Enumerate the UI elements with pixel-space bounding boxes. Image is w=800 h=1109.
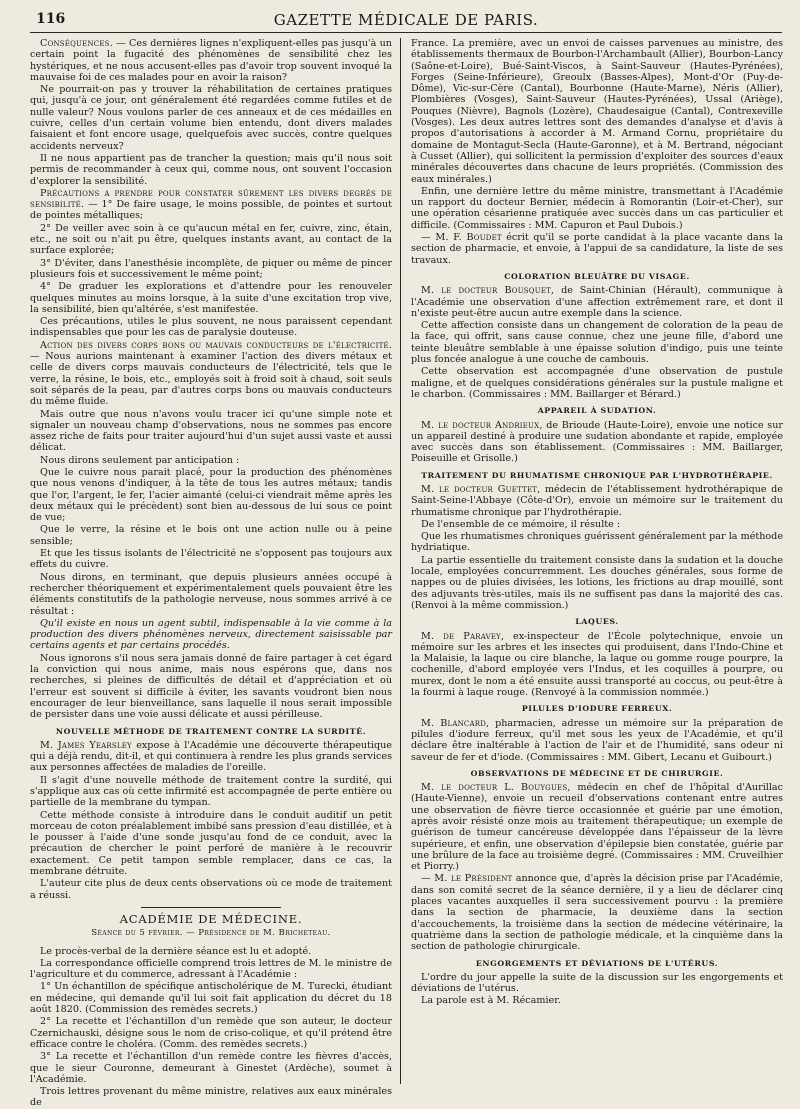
section-heading: TRAITEMENT DU RHUMATISME CHRONIQUE PAR L'HYDROTHÉRAPIE.	[421, 470, 773, 480]
paragraph: La correspondance officielle comprend trois lettres de M. le ministre de l'agriculture et du commerce, adressant à l'Académie :	[30, 957, 392, 981]
paragraph-text: de Saint-Chinian (Hérault), communique à l'Académie une observation d'une affection extrêmement rare, et dont il n'existe peut-être aucun autre exemple dans la science.	[411, 285, 783, 319]
paragraph: De l'ensemble de ce mémoire, il résulte :	[421, 518, 621, 530]
left-column	[30, 38, 392, 1109]
paragraph-text: — 1° De faire usage, le moins possible, de pointes et surtout de pointes métalliques;	[30, 199, 392, 222]
paragraph	[30, 38, 392, 83]
paragraph: Enfin, une dernière lettre du même ministre, transmettant à l'Académie un rapport du docteur Bernier, médecin à Romorantin (Loir-et-Cher), sur une opération césarienne pratiquée avec succès dans un cas particulier et difficile. (Commissaires : MM. Capuron et Paul Dubois.)	[411, 185, 783, 231]
paragraph	[30, 618, 392, 652]
paragraph	[411, 718, 783, 763]
section-rule	[141, 907, 281, 908]
inline-heading: Conséquences.	[40, 38, 113, 49]
paragraph: 2° La recette et l'échantillon d'un remède que son auteur, le docteur Czernichauski, désigne sous le nom de criso-colique, et qu'il prétend être efficace contre le choléra. (Comm. des remèdes secrets.)	[30, 1016, 392, 1050]
paragraph-text: ex-inspecteur de l'École polytechnique, envoie un mémoire sur les arbres et les insectes qui produisent, dans l'Indo-Chine et la Malaisie, la laque ou cire blanche, la laque ou gomme rouge pourpre, la cochenille, d'abord employée vers l'Indus, et les coquilles à pourpre, ou murex, dont le nom a été ensuite aussi transporté au coccus, ou peut-être à la fourmi à laque rouge. (Renvoyé à la commission nommée.)	[411, 630, 783, 699]
paragraph-text: — Ces dernières lignes n'expliquent-elles pas jusqu'à un certain point la fugacité des phénomènes de sensibilité chez les hystériques, et ne nous accusent-elles pas d'avoir trop souvent invoqué la mauvaise foi de ces malades pour en avoir la raison?	[30, 38, 392, 83]
paragraph: 4° De graduer les explorations et d'attendre pour les renouveler quelques minutes au moins lorsque, à la suite d'une excitation trop vive, la sensibilité, bien qu'altérée, s'est manifestée.	[30, 281, 392, 315]
paragraph	[411, 420, 783, 465]
paragraph	[411, 484, 783, 518]
paragraph	[411, 873, 783, 952]
paragraph: Ne pourrait-on pas y trouver la réhabilitation de certaines pratiques qui, jusqu'à ce jour, ont généralement été regardées comme futiles et de nulle valeur? Nous voulons parler de ces anneaux et de ces médailles en cuivre, celles d'un certain volume bien entendu, dont divers malades faisaient et font encore usage, quelquefois avec succès, contre quelques accidents nerveux?	[30, 84, 392, 152]
paragraph	[411, 285, 783, 319]
paragraph-text: de Brioude (Haute-Loire), envoie une notice sur un appareil destiné à produire une sudation abondante et rapide, employée avec succès dans son établissement. (Commissaires : MM. Baillarger, Poiseuille et Grisolle.)	[411, 419, 783, 465]
paragraph: Cette méthode consiste à introduire dans le conduit auditif un petit morceau de coton préalablement imbibé sans pression d'eau distillée, et à le pousser à l'aide d'une sonde jusqu'au fond de ce conduit, avec la précaution de chercher le point perforé de manière à le recouvrir exactement. Ce petit tampon semble remplacer, dans ce cas, la membrane détruite.	[30, 809, 392, 878]
paragraph: Cette observation est accompagnée d'une observation de pustule maligne, et de quelques considérations générales sur la pustule maligne et le charbon. (Commissaires : MM. Baillarger et Bérard.)	[411, 366, 783, 400]
column-divider	[400, 38, 401, 1084]
section-heading: APPAREIL À SUDATION.	[537, 406, 657, 416]
paragraph: Cette affection consiste dans un changement de coloration de la peau de la face, qui offrit, sans cause connue, chez une jeune fille, d'abord une teinte bleuâtre semblable à une épaisse solution d'indigo, puis une teinte plus foncée analogue à une couche de cambouis.	[411, 320, 783, 366]
paragraph: Que les rhumatismes chroniques guérissent généralement par la méthode hydriatique.	[411, 531, 783, 554]
italic-statement: Qu'il existe en nous un agent subtil, indispensable à la vie comme à la production des divers phénomènes nerveux, directement saisissable par certains agents et par certains procédés.	[30, 617, 392, 652]
paragraph-text: pharmacien, adresse un mémoire sur la préparation de pilules d'iodure ferreux, qu'il met sous les yeux de l'Académie, et qu'il déclare être inaltérable à l'action de l'air et de l'humidité, sans odeur ni saveur de fer et d'iode. (Commissaires : MM. Gibert, Lecanu et Guibourt.)	[411, 717, 783, 763]
journal-title: GAZETTE MÉDICALE DE PARIS.	[273, 11, 539, 29]
author-name: M. James Yearsley	[40, 739, 132, 751]
author-name: M. de Paravey,	[421, 630, 505, 642]
section-heading: PILULES D'IODURE FERREUX.	[521, 704, 673, 714]
paragraph: La parole est à M. Récamier.	[421, 995, 561, 1007]
paragraph: Il s'agit d'une nouvelle méthode de traitement contre la surdité, qui s'applique aux cas où cette infirmité est accompagnée de perte entière ou partielle de la membrane du tympan.	[30, 774, 392, 809]
paragraph: Nous dirons, en terminant, que depuis plusieurs années occupé à rechercher théoriquement et expérimentalement quels pouvaient être les éléments constitutifs de la pathologie nerveuse, nous sommes arrivé à ce résultat :	[30, 571, 392, 617]
paragraph: L'auteur cite plus de deux cents observations où ce mode de traitement a réussi.	[30, 878, 392, 901]
inline-heading: Précautions a prendre pour constater sûrement les divers degrés de sensibilité.	[30, 187, 392, 211]
paragraph: Que le verre, la résine et le bois ont une action nulle ou à peine sensible;	[30, 524, 392, 547]
paragraph-text: expose à l'Académie une découverte thérapeutique qui a déjà rendu, dit-il, et qui continuera à rendre les plus grands services aux personnes affectées de maladies de l'oreille.	[30, 739, 392, 774]
section-heading: OBSERVATIONS DE MÉDECINE ET DE CHIRURGIE.	[470, 768, 724, 778]
author-name: M. le docteur Guettet,	[421, 483, 541, 495]
paragraph: 3° La recette et l'échantillon d'un remède contre les fièvres d'accès, que le sieur Couronne, demeurant à Ginestet (Ardèche), soumet à l'Académie.	[30, 1051, 392, 1085]
right-column	[411, 38, 783, 1084]
paragraph	[30, 188, 392, 222]
author-name: — M. F. Boudet	[421, 232, 502, 244]
paragraph-text: annonce que, d'après la décision prise par l'Académie, dans son comité secret de la séance dernière, il y a lieu de déclarer cinq places vacantes auxquelles il sera successivement pourvu : la première dans la section de pharmacie, la deuxième dans la section d'accouchements, la troisième dans la section de médecine vétérinaire, la quatrième dans la section de pathologie médicale, et la cinquième dans la section de pathologie chirurgicale.	[411, 873, 783, 953]
paragraph-text: médecin en chef de l'hôpital d'Aurillac (Haute-Vienne), envoie un recueil d'observations contenant entre autres une observation de fièvre tierce occasionnée et guérie par une émotion, après avoir résisté onze mois au traitement thérapeutique; un exemple de guérison de tumeur cancéreuse développée dans l'épaisseur de la lèvre supérieure, et enfin, une observation d'épilepsie bien constatée, guérie par une brûlure de la face au troisième degré. (Commissaires : MM. Cruveilhier et Piorry.)	[411, 782, 783, 873]
paragraph	[411, 631, 783, 699]
paragraph	[411, 782, 783, 872]
author-name: M. Blancard,	[421, 717, 490, 729]
section-heading: NOUVELLE MÉTHODE DE TRAITEMENT CONTRE LA SURDITÉ.	[55, 726, 367, 736]
paragraph: Que le cuivre nous parait placé, pour la production des phénomènes que nous venons d'indiquer, à la tête de tous les autres métaux; tandis que l'or, l'argent, le fer, l'acier aimanté (celui-ci viendrait même après les deux métaux qui le précèdent) sont bien au-dessous de lui sous ce point de vue;	[30, 466, 392, 524]
session-heading: Séance du 5 février. — Présidence de M. Bricheteau.	[91, 928, 331, 939]
academy-heading: ACADÉMIE DE MÉDECINE.	[119, 911, 303, 926]
paragraph	[411, 232, 783, 266]
paragraph: Trois lettres provenant du même ministre, relatives aux eaux minérales de	[30, 1086, 392, 1109]
author-name: — M. le Président	[421, 873, 513, 885]
paragraph: Le procès-verbal de la dernière séance est lu et adopté.	[40, 945, 312, 957]
author-name: M. le docteur Andrieux,	[421, 419, 543, 431]
section-heading: COLORATION BLEUÂTRE DU VISAGE.	[504, 271, 690, 281]
page-number: 116	[36, 11, 66, 27]
section-heading: ENGORGEMENTS ET DÉVIATIONS DE L'UTÉRUS.	[475, 958, 719, 968]
paragraph: 1° Un échantillon de spécifique antischolérique de M. Turecki, étudiant en médecine, qui demande qu'il lui soit fait application du décret du 18 août 1820. (Commission des remèdes secrets.)	[30, 981, 392, 1016]
inline-heading: Action des divers corps bons ou mauvais conducteurs de l'électricité.	[40, 339, 392, 351]
paragraph-text: écrit qu'il se porte candidat à la place vacante dans la section de pharmacie, et envoie, à l'appui de sa candidature, la liste de ses travaux.	[411, 232, 783, 266]
paragraph: Nous ignorons s'il nous sera jamais donné de faire partager à cet égard la conviction qui nous anime, mais nous espérons que, dans nos recherches, si pleines de difficultés de détail et d'appréciation et où l'erreur est souvent si difficile à éviter, les savants voudront bien nous encourager de leur bienveillance, sans laquelle il nous serait impossible de persister dans une voie aussi délicate et aussi périlleuse.	[30, 652, 392, 721]
page-header	[30, 8, 782, 33]
paragraph: Mais outre que nous n'avons voulu tracer ici qu'une simple note et signaler un nouveau champ d'observations, nous ne sommes pas encore assez riche de faits pour traiter aujourd'hui d'un sujet aussi vaste et aussi délicat.	[30, 408, 392, 454]
paragraph: Et que les tissus isolants de l'électricité ne s'opposent pas toujours aux effets du cuivre.	[30, 548, 392, 571]
author-name: M. le docteur Bousquet,	[421, 285, 555, 297]
paragraph: Il ne nous appartient pas de trancher la question; mais qu'il nous soit permis de recommander à ceux qui, comme nous, ont souvent l'occasion d'explorer la sensibilité.	[30, 152, 392, 187]
paragraph: 3° D'éviter, dans l'anesthésie incomplète, de piquer ou même de pincer plusieurs fois et successivement le même point;	[30, 257, 392, 280]
paragraph-text: médecin de l'établissement hydrothérapique de Saint-Seine-l'Abbaye (Côte-d'Or), envoie un mémoire sur le traitement du rhumatisme chronique par l'hydrothérapie.	[411, 483, 783, 518]
paragraph: France. La première, avec un envoi de caisses parvenues au ministre, des établissements thermaux de Bourbon-l'Archambault (Allier), Bourbon-Lancy (Saône-et-Loire), Bué-Saint-Viscos, à Saint-Sauveur (Hautes-Pyrénées), Forges (Seine-Inférieure), Greoulx (Basses-Alpes), Mont-d'Or (Puy-de-Dôme), Vic-sur-Cère (Cantal), Bourbonne (Haute-Marne), Néris (Allier), Plombières (Vosges), Saint-Sauveur (Hautes-Pyrénées), Ussal (Ariège), Pouques (Nièvre), Bagnols (Lozère), Chaudesaigue (Cantal), Contrexeville (Vosges). Les deux autres lettres sont des demandes d'analyse et d'avis à propos d'autorisations à accorder à M. Armand Cornu, propriétaire du domaine de Montagut-Secla (Haute-Garonne), et à M. Bertrand, négociant à Cusset (Allier), qui sollicitent la permission d'exploiter des sources d'eaux minérales découvertes dans chacune de leurs propriétés. (Commission des eaux minérales.)	[411, 38, 783, 185]
section-heading: LAQUES.	[575, 617, 619, 627]
paragraph-text: — Nous aurions maintenant à examiner l'action des divers métaux et celle de divers corps mauvais conducteurs de l'électricité, tels que le verre, la résine, le bois, etc., employés soit à froid soit à chaud, soit seuls soit séparés de la peau, par d'autres corps bons ou mauvais conducteurs du même fluide.	[30, 351, 392, 408]
paragraph: Nous dirons seulement par anticipation :	[40, 454, 240, 466]
author-name: M. le docteur L. Bouygues,	[421, 782, 571, 794]
paragraph: La partie essentielle du traitement consiste dans la sudation et la douche locale, employées concurremment. Les douches générales, sous forme de nappes ou de pluies divisées, les lotions, les frictions au drap mouillé, sont des adjuvants très-utiles, mais ils ne suffisent pas dans la majorité des cas. (Renvoi à la même commission.)	[411, 554, 783, 611]
paragraph: Ces précautions, utiles le plus souvent, ne nous paraissent cependant indispensables que pour les cas de paralysie douteuse.	[30, 316, 392, 339]
paragraph	[30, 740, 392, 774]
paragraph: L'ordre du jour appelle la suite de la discussion sur les engorgements et déviations de l'utérus.	[411, 971, 783, 995]
paragraph	[30, 340, 392, 408]
paragraph: 2° De veiller avec soin à ce qu'aucun métal en fer, cuivre, zinc, étain, etc., ne soit ou n'ait pu être, quelques instants avant, au contact de la surface explorée;	[30, 222, 392, 257]
